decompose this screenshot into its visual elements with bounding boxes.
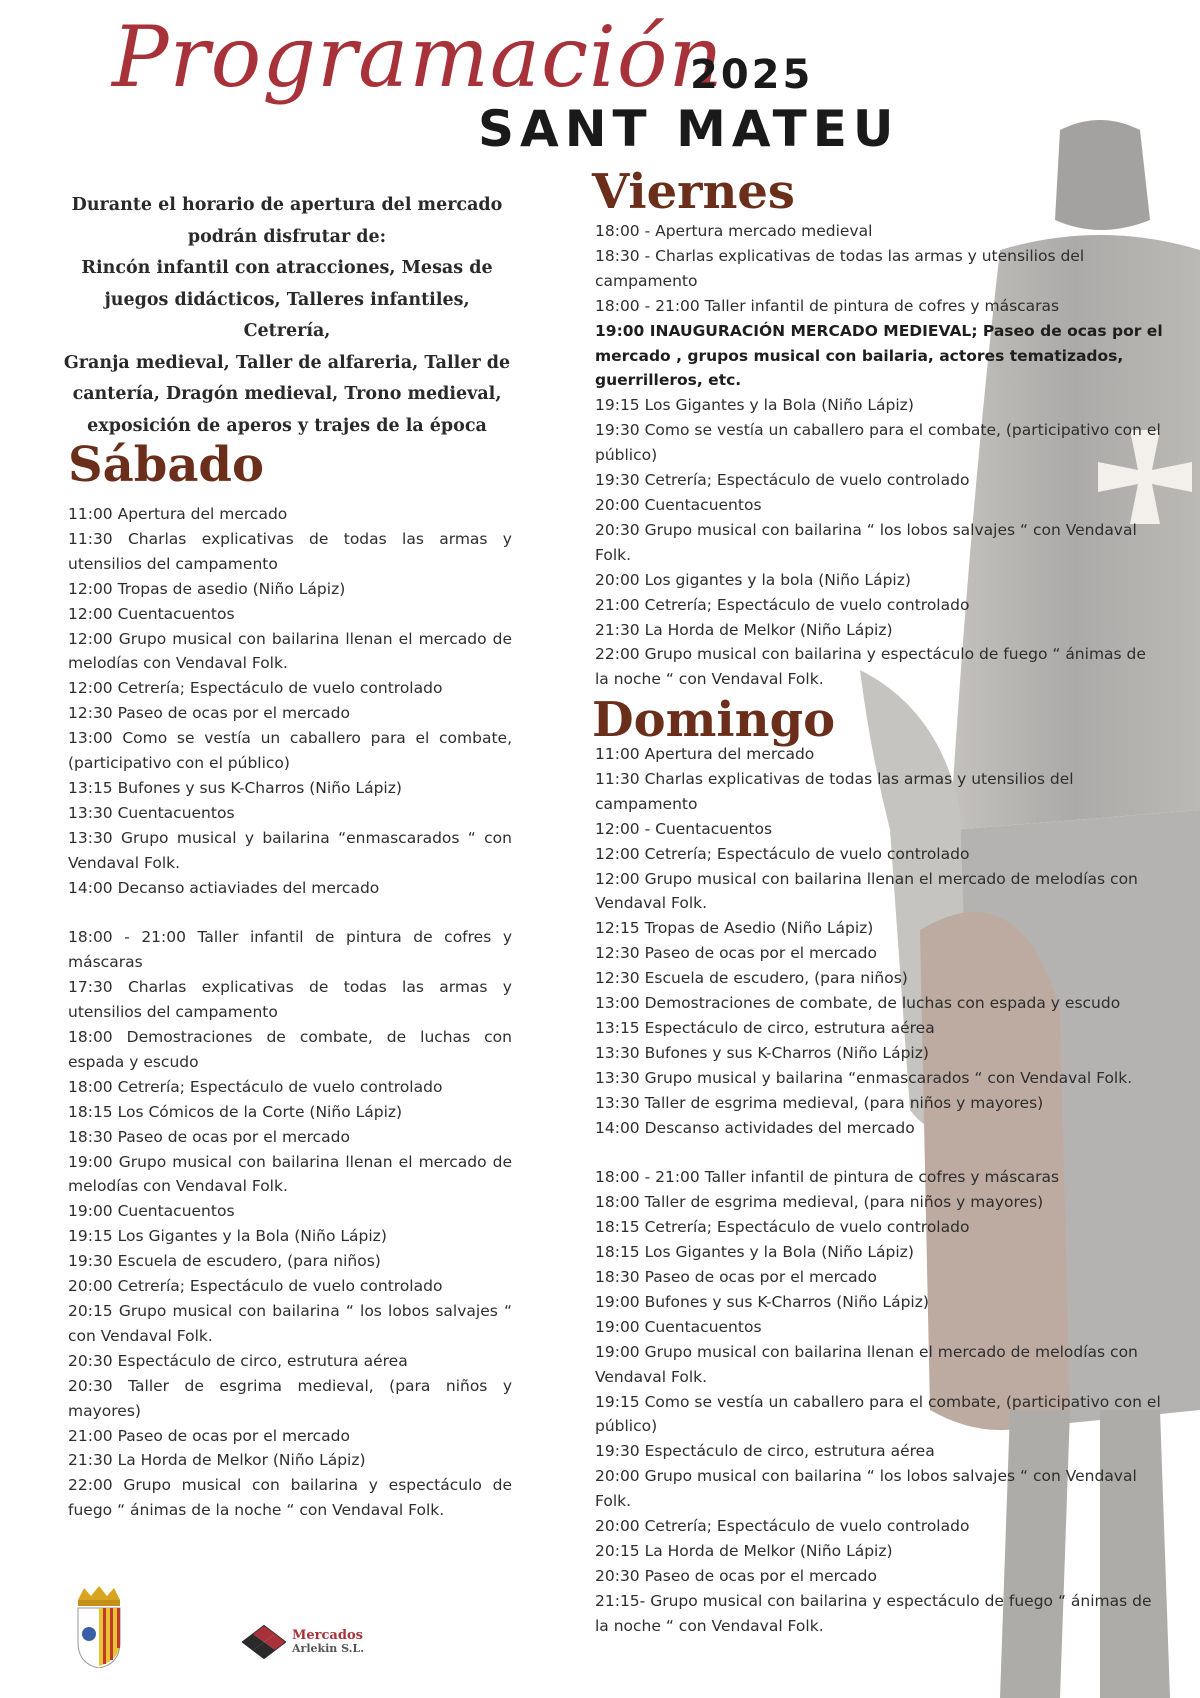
schedule-item: 12:00 - Cuentacuentos	[595, 819, 773, 838]
schedule-item: 19:30 Espectáculo de circo, estrutura aérea	[595, 1442, 935, 1461]
schedule-item: 19:00 Cuentacuentos	[595, 1317, 762, 1336]
schedule-item: 19:00 Grupo musical con bailarina llenan el mercado de melodías con Vendaval Folk.	[595, 1342, 1138, 1386]
schedule-item: 21:30 La Horda de Melkor (Niño Lápiz)	[595, 620, 893, 639]
saturday-heading: Sábado	[68, 437, 265, 493]
schedule-item: 21:00 Paseo de ocas por el mercado	[68, 1426, 350, 1445]
schedule-item: 18:00 Cetrería; Espectáculo de vuelo controlado	[68, 1077, 443, 1096]
schedule-item: 19:00 Cuentacuentos	[68, 1202, 235, 1221]
schedule-item: 11:00 Apertura del mercado	[68, 505, 288, 523]
schedule-item: 12:00 Cuentacuentos	[68, 604, 235, 623]
schedule-item: 18:15 Los Cómicos de la Corte (Niño Lápiz)	[68, 1102, 403, 1121]
schedule-item: 12:00 Tropas de asedio (Niño Lápiz)	[68, 579, 346, 598]
schedule-item: 12:30 Paseo de ocas por el mercado	[68, 704, 350, 723]
schedule-item: 22:00 Grupo musical con bailarina y espectáculo de fuego “ ánimas de la noche “ con Vendaval Folk.	[595, 645, 1146, 689]
schedule-item: 13:15 Bufones y sus K-Charros (Niño Lápiz)	[68, 778, 402, 797]
schedule-item: 18:00 Taller de esgrima medieval, (para niños y mayores)	[595, 1193, 1044, 1212]
schedule-item	[68, 901, 512, 926]
schedule-item: 18:00 - 21:00 Taller infantil de pintura de cofres y máscaras	[68, 928, 512, 972]
mercados-arlekin-logo	[242, 1625, 364, 1659]
schedule-item: 12:00 Grupo musical con bailarina llenan el mercado de melodías con Vendaval Folk.	[595, 869, 1138, 913]
intro-line: exposición de aperos y trajes de la época	[87, 415, 487, 436]
friday-schedule	[595, 219, 1163, 692]
intro-line: Rincón infantil con atracciones, Mesas de	[81, 258, 493, 278]
schedule-item: 19:00 INAUGURACIÓN MERCADO MEDIEVAL; Paseo de ocas por el mercado , grupos musical con bailaria, actores tematizados, guerrilleros, etc.	[595, 321, 1163, 390]
intro-line: cantería, Dragón medieval, Trono medieval,	[72, 384, 502, 404]
schedule-item: 18:00 - 21:00 Taller infantil de pintura de cofres y máscaras	[595, 1168, 1060, 1187]
schedule-item: 20:30 Grupo musical con bailarina “ los lobos salvajes “ con Vendaval Folk.	[595, 520, 1137, 564]
schedule-item: 18:15 Los Gigantes y la Bola (Niño Lápiz)	[595, 1243, 914, 1262]
schedule-item: 18:00 - 21:00 Taller infantil de pintura de cofres y máscaras	[595, 296, 1060, 315]
logo-line-2: Arlekin S.L.	[292, 1642, 365, 1655]
intro-line: juegos didácticos, Talleres infantiles, Cetrería,	[104, 289, 470, 341]
schedule-item: 19:15 Los Gigantes y la Bola (Niño Lápiz)	[68, 1227, 387, 1246]
schedule-item: 19:15 Como se vestía un caballero para el combate, (participativo con el público)	[595, 1392, 1161, 1436]
schedule-item: 19:30 Escuela de escudero, (para niños)	[68, 1252, 381, 1271]
schedule-item: 14:00 Decanso actiaviades del mercado	[68, 878, 380, 897]
saturday-schedule	[68, 502, 512, 1523]
schedule-item: 12:00 Cetrería; Espectáculo de vuelo controlado	[595, 844, 970, 863]
schedule-item: 12:00 Cetrería; Espectáculo de vuelo controlado	[68, 679, 443, 698]
schedule-item: 13:30 Bufones y sus K-Charros (Niño Lápiz)	[595, 1043, 929, 1062]
schedule-item: 19:15 Los Gigantes y la Bola (Niño Lápiz)	[595, 396, 914, 415]
schedule-item: 18:30 Paseo de ocas por el mercado	[68, 1127, 350, 1146]
schedule-item: 11:00 Apertura del mercado	[595, 745, 815, 763]
schedule-item: 20:00 Los gigantes y la bola (Niño Lápiz)	[595, 570, 911, 589]
schedule-item: 12:00 Grupo musical con bailarina llenan el mercado de melodías con Vendaval Folk.	[68, 629, 512, 673]
schedule-item: 20:30 Espectáculo de circo, estrutura aérea	[68, 1351, 408, 1370]
schedule-item: 20:30 Taller de esgrima medieval, (para niños y mayores)	[68, 1376, 512, 1420]
schedule-item: 18:00 - Apertura mercado medieval	[595, 222, 873, 240]
schedule-item: 21:00 Cetrería; Espectáculo de vuelo controlado	[595, 595, 970, 614]
town-crest-icon	[72, 1586, 126, 1668]
script-title: Programación	[112, 8, 724, 106]
place-heading: SANT MATEU	[478, 100, 900, 158]
schedule-item: 20:00 Grupo musical con bailarina “ los lobos salvajes “ con Vendaval Folk.	[595, 1467, 1137, 1511]
schedule-item	[595, 1141, 1163, 1166]
schedule-item: 18:30 - Charlas explicativas de todas las armas y utensilios del campamento	[595, 246, 1085, 290]
schedule-item: 12:30 Escuela de escudero, (para niños)	[595, 969, 908, 988]
schedule-item: 20:00 Cetrería; Espectáculo de vuelo controlado	[595, 1517, 970, 1536]
schedule-item: 14:00 Descanso actividades del mercado	[595, 1118, 915, 1137]
schedule-item: 11:30 Charlas explicativas de todas las armas y utensilios del campamento	[68, 529, 512, 573]
schedule-item: 17:30 Charlas explicativas de todas las armas y utensilios del campamento	[68, 978, 512, 1022]
intro-line: Durante el horario de apertura del mercado	[71, 195, 503, 215]
schedule-item: 19:00 Bufones y sus K-Charros (Niño Lápiz)	[595, 1292, 929, 1311]
schedule-item: 12:30 Paseo de ocas por el mercado	[595, 944, 877, 963]
schedule-item: 19:30 Cetrería; Espectáculo de vuelo controlado	[595, 471, 970, 490]
schedule-item: 22:00 Grupo musical con bailarina y espectáculo de fuego “ ánimas de la noche “ con Vendaval Folk.	[68, 1476, 512, 1520]
schedule-item: 13:30 Cuentacuentos	[68, 803, 235, 822]
schedule-item: 18:00 Demostraciones de combate, de luchas con espada y escudo	[68, 1028, 512, 1071]
logo-line-1: Mercados	[292, 1628, 363, 1643]
schedule-item: 20:15 La Horda de Melkor (Niño Lápiz)	[595, 1541, 893, 1560]
schedule-item: 13:00 Como se vestía un caballero para el combate, (participativo con el público)	[68, 729, 512, 773]
schedule-item: 20:00 Cetrería; Espectáculo de vuelo controlado	[68, 1277, 443, 1296]
sunday-heading: Domingo	[592, 692, 836, 748]
schedule-item: 18:30 Paseo de ocas por el mercado	[595, 1268, 877, 1287]
schedule-item: 20:15 Grupo musical con bailarina “ los lobos salvajes “ con Vendaval Folk.	[68, 1301, 512, 1345]
intro-text	[62, 190, 512, 442]
friday-heading: Viernes	[592, 164, 795, 220]
schedule-item: 18:15 Cetrería; Espectáculo de vuelo controlado	[595, 1218, 970, 1237]
intro-line: podrán disfrutar de:	[187, 226, 387, 247]
schedule-item: 13:00 Demostraciones de combate, de luchas con espada y escudo	[595, 994, 1121, 1013]
schedule-item: 21:30 La Horda de Melkor (Niño Lápiz)	[68, 1451, 366, 1470]
schedule-item: 11:30 Charlas explicativas de todas las armas y utensilios del campamento	[595, 769, 1074, 813]
intro-line: Granja medieval, Taller de alfareria, Taller de	[63, 352, 511, 373]
schedule-item: 19:30 Como se vestía un caballero para el combate, (participativo con el público)	[595, 421, 1161, 465]
arlekin-diamond-icon	[242, 1625, 286, 1659]
schedule-item: 13:30 Grupo musical y bailarina “enmascarados “ con Vendaval Folk.	[595, 1068, 1133, 1087]
year-heading: 2025	[690, 52, 814, 98]
schedule-item: 13:30 Taller de esgrima medieval, (para niños y mayores)	[595, 1093, 1044, 1112]
schedule-item: 20:30 Paseo de ocas por el mercado	[595, 1566, 877, 1585]
schedule-item: 13:15 Espectáculo de circo, estrutura aérea	[595, 1018, 935, 1037]
schedule-item: 12:15 Tropas de Asedio (Niño Lápiz)	[595, 919, 874, 938]
schedule-item: 20:00 Cuentacuentos	[595, 495, 762, 514]
schedule-item: 13:30 Grupo musical y bailarina “enmascarados “ con Vendaval Folk.	[68, 828, 512, 872]
schedule-item: 21:15- Grupo musical con bailarina y espectáculo de fuego “ ánimas de la noche “ con Vendaval Folk.	[595, 1591, 1152, 1635]
sunday-schedule	[595, 742, 1163, 1639]
schedule-item: 19:00 Grupo musical con bailarina llenan el mercado de melodías con Vendaval Folk.	[68, 1152, 512, 1196]
